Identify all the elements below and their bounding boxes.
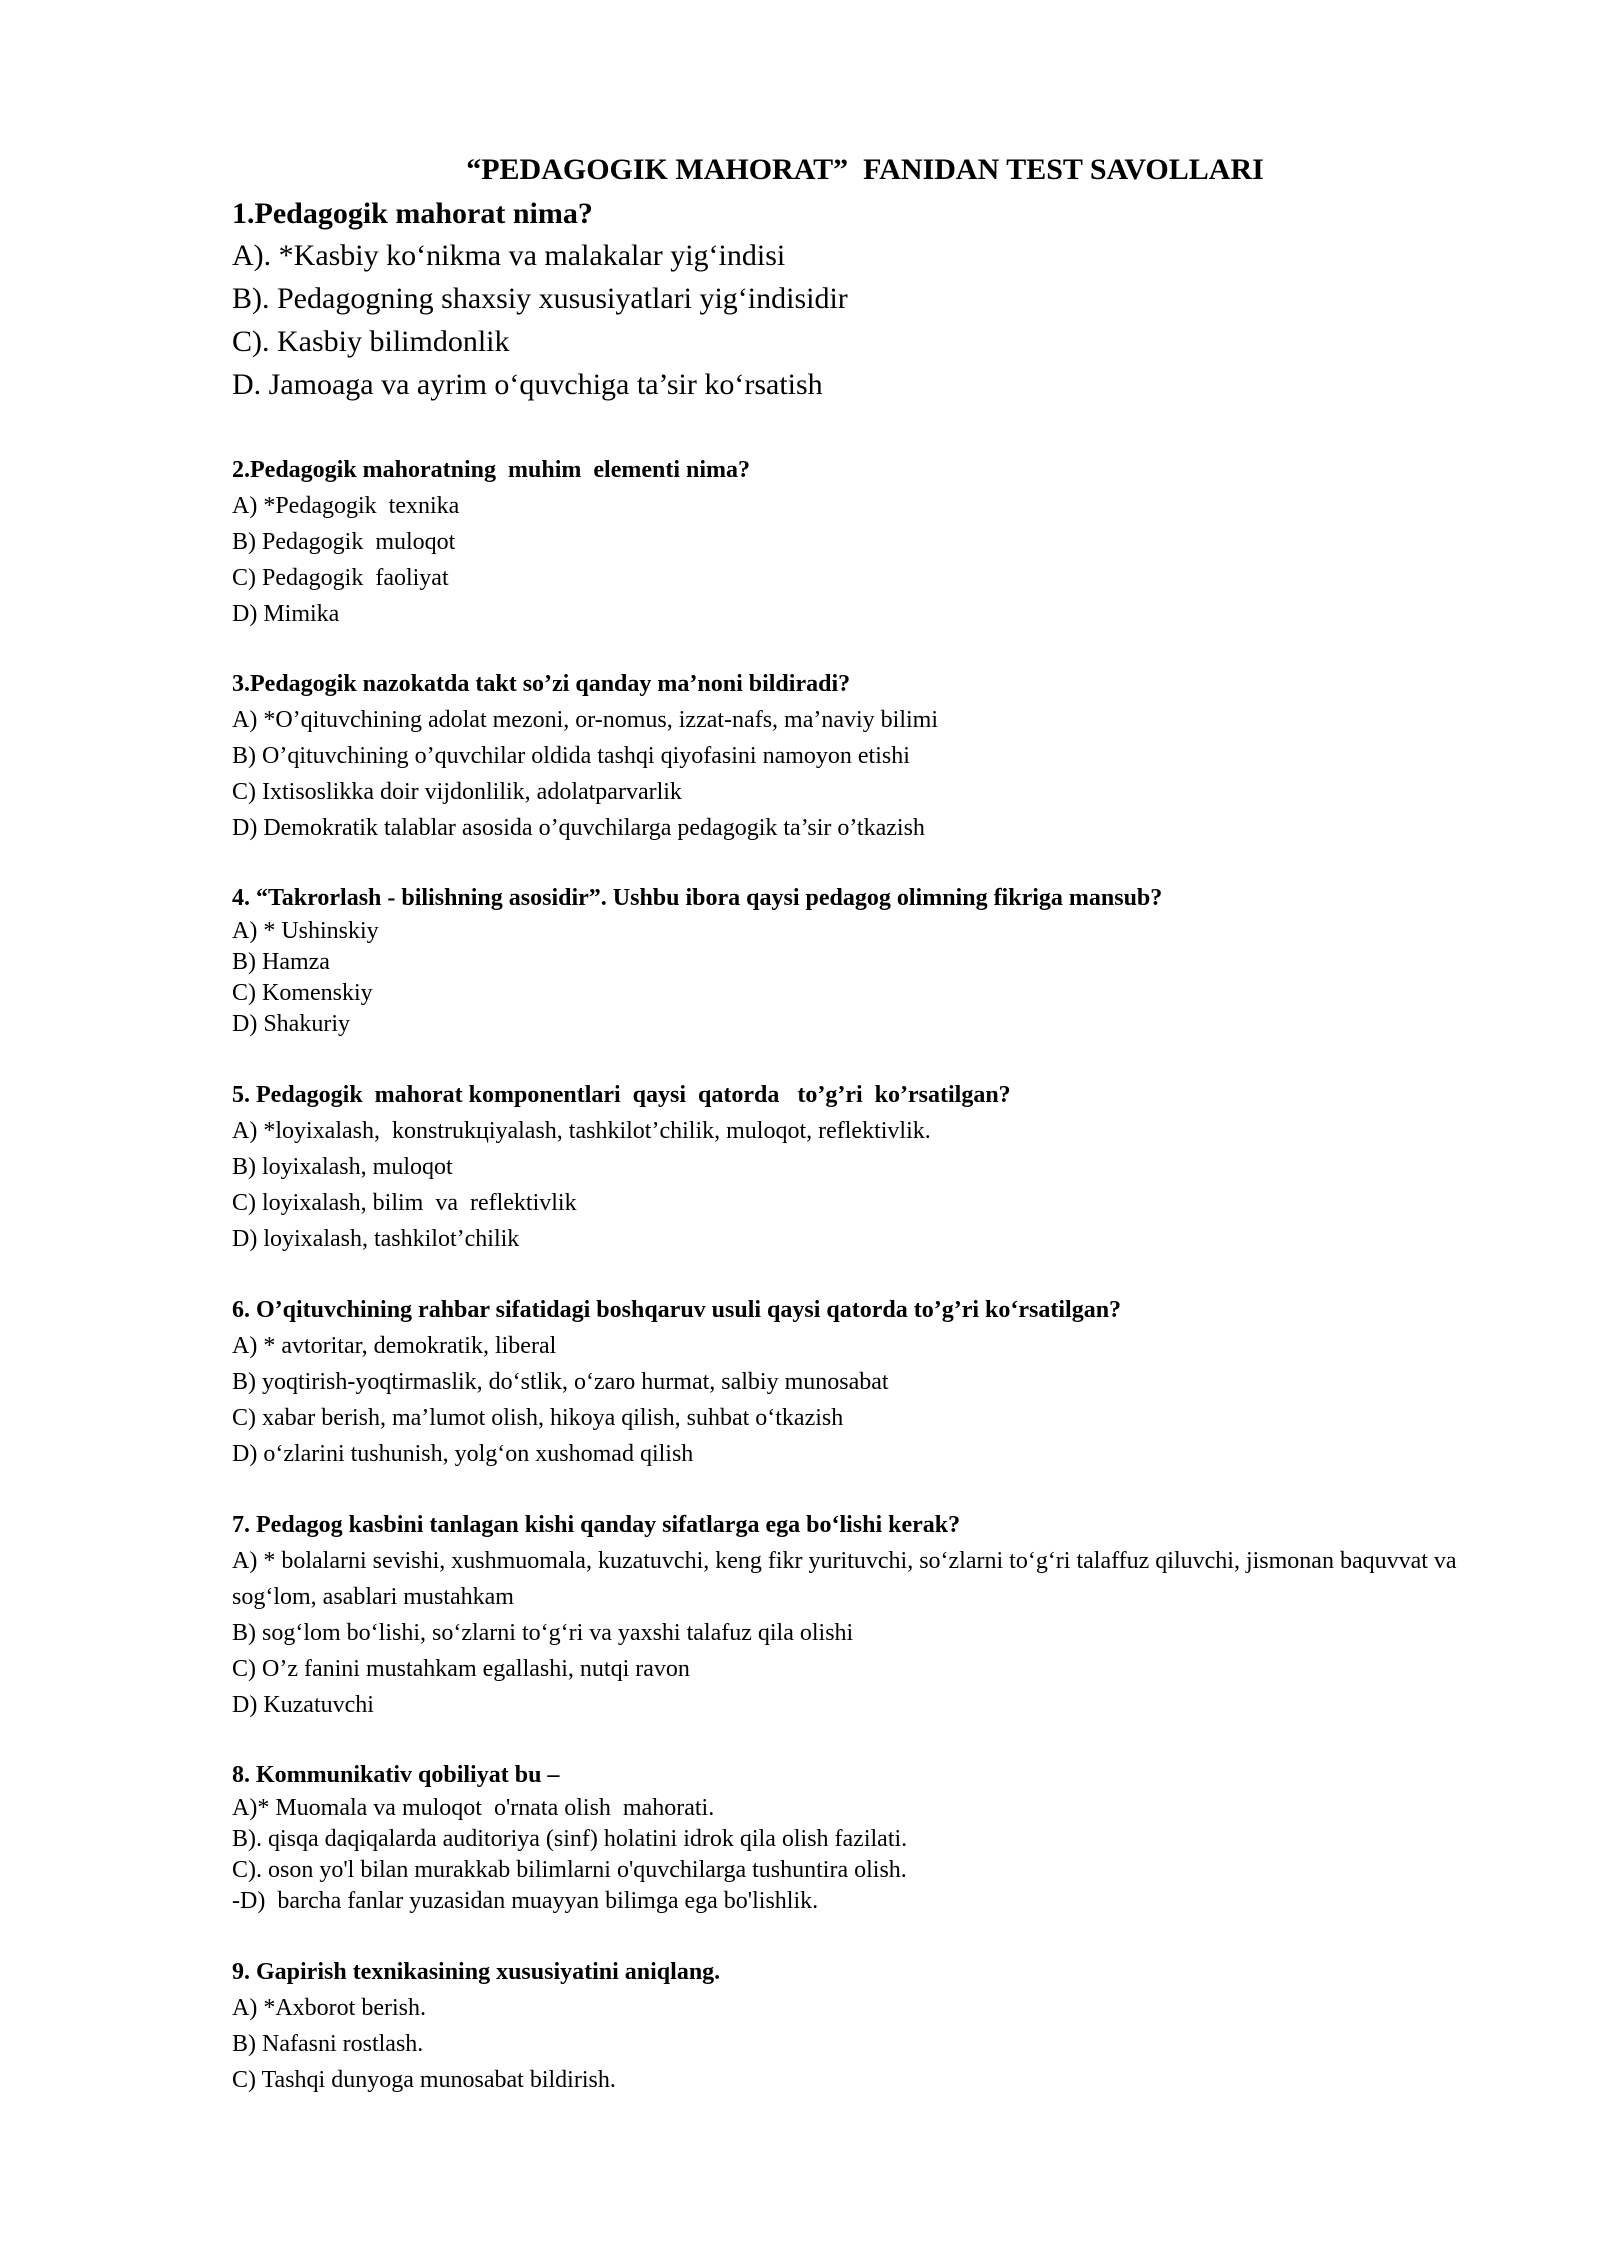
- answer-option-c: C). Kasbiy bilimdonlik: [232, 325, 510, 358]
- question-block-9: [232, 1954, 1532, 2098]
- answer-option-d: D) Shakuriy: [232, 1011, 350, 1037]
- question-text: 4. “Takrorlash - bilishning asosidir”. Ushbu ibora qaysi pedagog olimning fikriga mansub?: [232, 885, 1163, 911]
- question-text: 3.Pedagogik nazokatda takt so’zi qanday ma’noni bildiradi?: [232, 671, 851, 697]
- answer-option-a: A) * Ushinskiy: [232, 918, 379, 944]
- question-text: 7. Pedagog kasbini tanlagan kishi qanday sifatlarga ega bo‘lishi kerak?: [232, 1512, 961, 1538]
- answer-option-c: C) Ixtisoslikka doir vijdonlilik, adolatparvarlik: [232, 779, 682, 805]
- answer-option-b: B) O’qituvchining o’quvchilar oldida tashqi qiyofasini namoyon etishi: [232, 743, 910, 769]
- question-text: 6. O’qituvchining rahbar sifatidagi boshqaruv usuli qaysi qatorda to’g’ri ko‘rsatilgan?: [232, 1297, 1122, 1323]
- answer-option-a: A) * avtoritar, demokratik, liberal: [232, 1333, 557, 1359]
- answer-option-d: D) Mimika: [232, 601, 340, 627]
- answer-option-b: B) Nafasni rostlash.: [232, 2031, 424, 2057]
- answer-option-b: B) loyixalash, muloqot: [232, 1154, 453, 1180]
- answer-option-a: A) *loyixalash, konstrukцiyalash, tashkilot’chilik, muloqot, reflektivlik.: [232, 1118, 931, 1144]
- answer-option-a: A) *O’qituvchining adolat mezoni, or-nomus, izzat-nafs, ma’naviy bilimi: [232, 707, 939, 733]
- question-block-3: [232, 666, 1532, 846]
- answer-option-d: -D) barcha fanlar yuzasidan muayyan bilimga ega bo'lishlik.: [232, 1888, 819, 1914]
- question-block-8: [232, 1757, 1532, 1917]
- answer-option-c: C) Komenskiy: [232, 980, 373, 1006]
- answer-option-c: C) loyixalash, bilim va reflektivlik: [232, 1190, 577, 1216]
- answer-option-c: C) O’z fanini mustahkam egallashi, nutqi ravon: [232, 1656, 690, 1682]
- answer-option-a: A) *Pedagogik texnika: [232, 493, 460, 519]
- answer-option-c: C) Tashqi dunyoga munosabat bildirish.: [232, 2067, 616, 2093]
- answer-option-d: D) Kuzatuvchi: [232, 1692, 374, 1718]
- question-block-1: [232, 194, 1532, 406]
- document-title: “PEDAGOGIK MAHORAT” FANIDAN TEST SAVOLLARI: [466, 153, 1264, 186]
- question-text: 9. Gapirish texnikasining xususiyatini aniqlang.: [232, 1959, 721, 1985]
- answer-option-c: C). oson yo'l bilan murakkab bilimlarni o'quvchilarga tushuntira olish.: [232, 1857, 907, 1883]
- question-block-5: [232, 1077, 1532, 1257]
- question-text: 8. Kommunikativ qobiliyat bu –: [232, 1762, 560, 1788]
- answer-option-c: C) Pedagogik faoliyat: [232, 565, 449, 591]
- answer-option-a: A). *Kasbiy ko‘nikma va malakalar yig‘indisi: [232, 239, 786, 272]
- question-text: 5. Pedagogik mahorat komponentlari qaysi qatorda to’g’ri ko’rsatilgan?: [232, 1082, 1011, 1108]
- answer-option-b: B) Hamza: [232, 949, 330, 975]
- question-text: 2.Pedagogik mahoratning muhim elementi nima?: [232, 457, 751, 483]
- answer-option-a: A) * bolalarni sevishi, xushmuomala, kuzatuvchi, keng fikr yurituvchi, so‘zlarni to‘g‘ri talaffuz qiluvchi, jismonan baquvvat va sog‘lom, asablari mustahkam: [232, 1548, 1457, 1610]
- answer-option-b: B) yoqtirish-yoqtirmaslik, do‘stlik, o‘zaro hurmat, salbiy munosabat: [232, 1369, 889, 1395]
- answer-option-d: D. Jamoaga va ayrim o‘quvchiga ta’sir ko‘rsatish: [232, 368, 823, 401]
- question-block-4: [232, 880, 1532, 1040]
- answer-option-d: D) Demokratik talablar asosida o’quvchilarga pedagogik ta’sir o’tkazish: [232, 815, 925, 841]
- answer-option-c: C) xabar berish, ma’lumot olish, hikoya qilish, suhbat o‘tkazish: [232, 1405, 844, 1431]
- answer-option-b: B). Pedagogning shaxsiy xususiyatlari yig‘indisidir: [232, 282, 848, 315]
- answer-option-d: D) o‘zlarini tushunish, yolg‘on xushomad qilish: [232, 1441, 694, 1467]
- question-block-6: [232, 1292, 1532, 1472]
- answer-option-b: B) Pedagogik muloqot: [232, 529, 456, 555]
- question-block-7: [232, 1507, 1532, 1723]
- answer-option-a: A) *Axborot berish.: [232, 1995, 426, 2021]
- question-text: 1.Pedagogik mahorat nima?: [232, 197, 593, 230]
- answer-option-d: D) loyixalash, tashkilot’chilik: [232, 1226, 520, 1252]
- answer-option-b: B). qisqa daqiqalarda auditoriya (sinf) holatini idrok qila olish fazilati.: [232, 1826, 908, 1852]
- answer-option-a: A)* Muomala va muloqot o'rnata olish mahorati.: [232, 1795, 715, 1821]
- answer-option-b: B) sog‘lom bo‘lishi, so‘zlarni to‘g‘ri va yaxshi talafuz qila olishi: [232, 1620, 854, 1646]
- question-block-2: [232, 452, 1532, 632]
